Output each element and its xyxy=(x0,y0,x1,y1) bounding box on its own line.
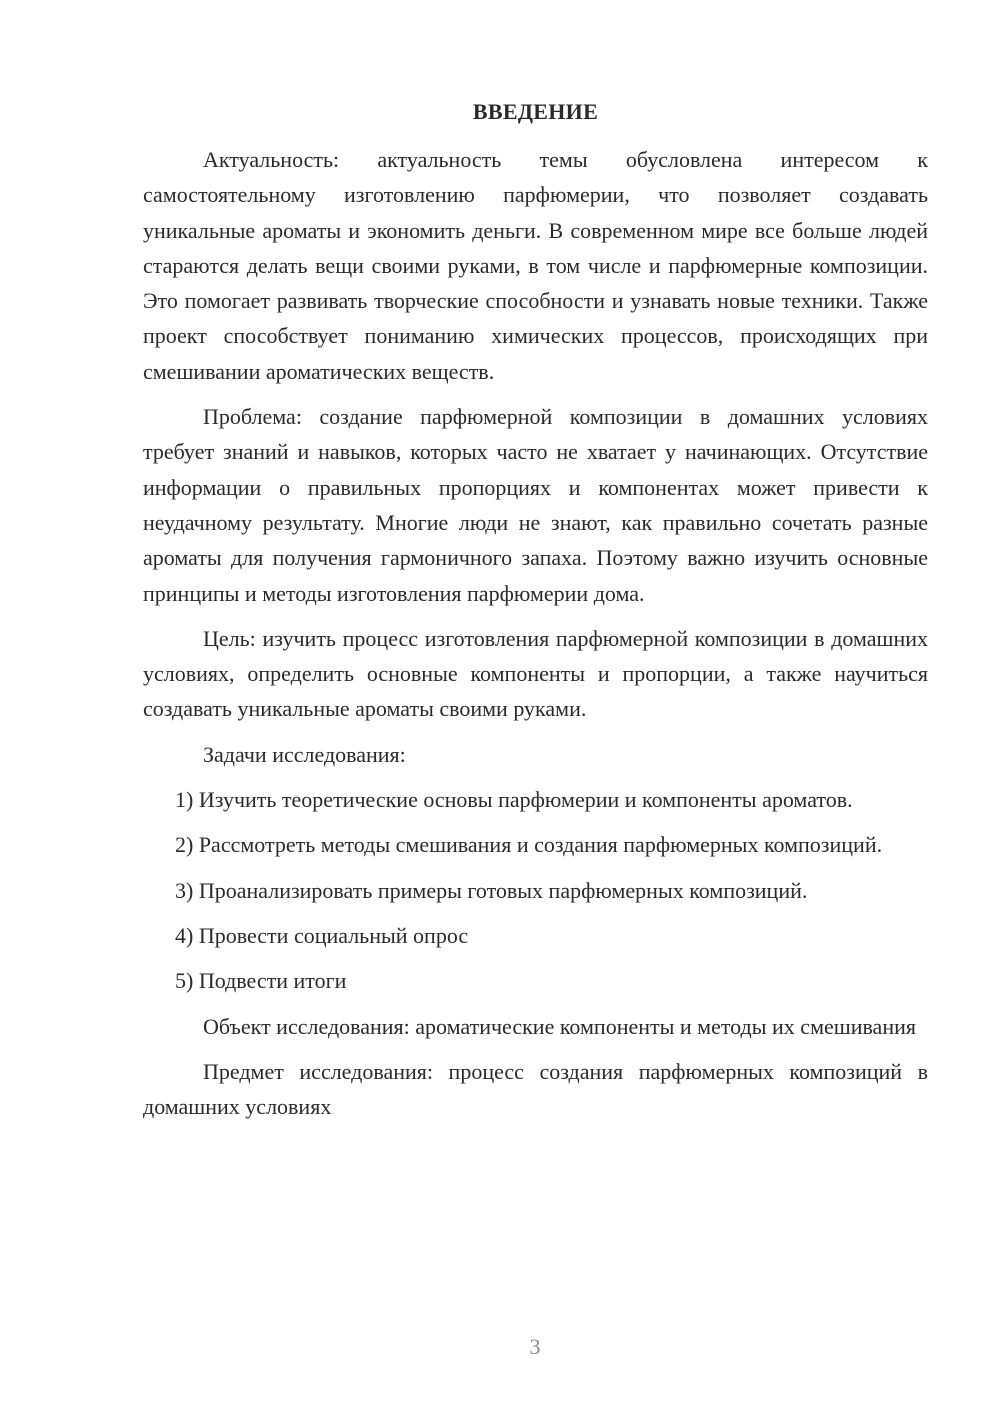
task-item: 2) Рассмотреть методы смешивания и создания парфюмерных композиций. xyxy=(175,832,883,858)
research-object-paragraph: Объект исследования: ароматические компоненты и методы их смешивания xyxy=(203,1013,916,1039)
task-item: 4) Провести социальный опрос xyxy=(175,922,469,948)
tasks-title: Задачи исследования: xyxy=(203,741,406,767)
task-item: 1) Изучить теоретические основы парфюмерии и компоненты ароматов. xyxy=(175,787,853,813)
page-title: ВВЕДЕНИЕ xyxy=(472,99,599,124)
goal-paragraph: Цель: изучить процесс изготовления парфюмерной композиции в домашних условиях, определить основные компоненты и пропорции, а также научиться создавать уникальные ароматы своими руками. xyxy=(143,625,928,722)
document-body xyxy=(143,142,928,1124)
page-number: 3 xyxy=(529,1334,541,1359)
problem-paragraph: Проблема: создание парфюмерной композиции в домашних условиях требует знаний и навыков, которых часто не хватает у начинающих. Отсутствие информации о правильных пропорциях и компонентах может привести к неудачному результату. Многие люди не знают, как правильно сочетать разные ароматы для получения гармоничного запаха. Поэтому важно изучить основные принципы и методы изготовления парфюмерии дома. xyxy=(143,404,928,606)
relevance-paragraph: Актуальность: актуальность темы обусловлена интересом к самостоятельному изготовлению парфюмерии, что позволяет создавать уникальные ароматы и экономить деньги. В современном мире все больше людей стараются делать вещи своими руками, в том числе и парфюмерные композиции. Это помогает развивать творческие способности и узнавать новые техники. Также проект способствует пониманию химических процессов, происходящих при смешивании ароматических веществ. xyxy=(143,147,928,384)
research-subject-paragraph: Предмет исследования: процесс создания парфюмерных композиций в домашних условиях xyxy=(143,1058,928,1120)
task-item: 3) Проанализировать примеры готовых парфюмерных композиций. xyxy=(175,877,808,903)
task-item: 5) Подвести итоги xyxy=(175,968,347,994)
